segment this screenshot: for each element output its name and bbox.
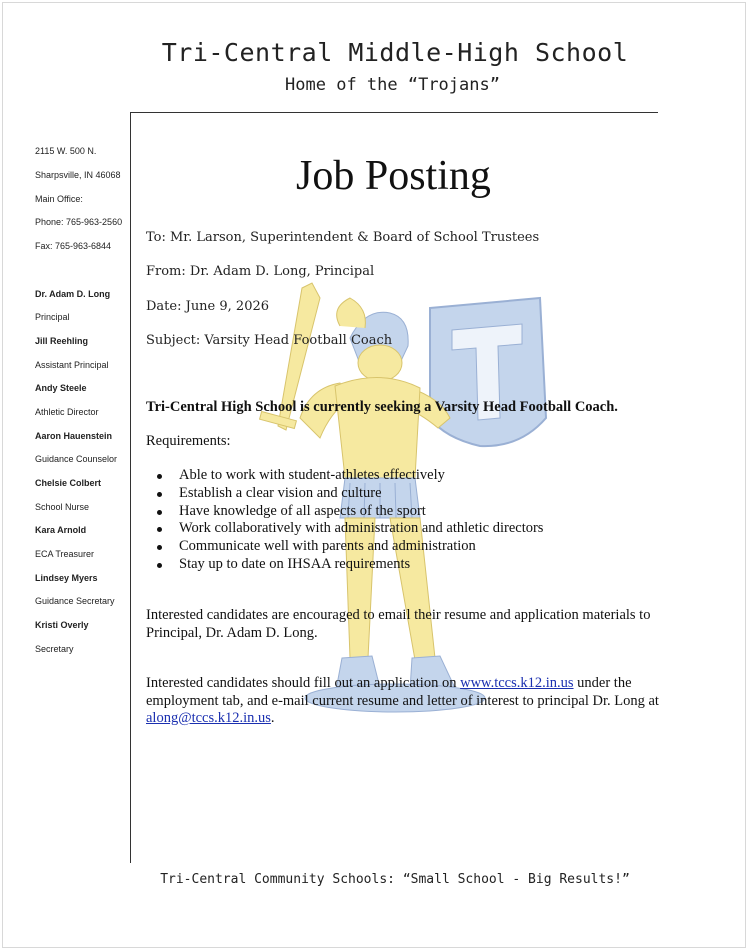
requirement-text: Establish a clear vision and culture <box>179 484 382 501</box>
list-item <box>157 520 543 538</box>
staff-role: Principal <box>35 312 70 322</box>
phone-line: Phone: 765-963-2560 <box>35 217 123 227</box>
staff-role: Guidance Secretary <box>35 596 115 606</box>
contact-text: . <box>270 710 275 726</box>
contact-text: Interested candidates should fill out an application on <box>146 675 461 691</box>
staff-role: School Nurse <box>35 502 90 512</box>
requirement-text: Communicate well with parents and administration <box>179 538 476 555</box>
bullet-icon <box>157 492 162 497</box>
staff-role: Athletic Director <box>35 407 99 417</box>
contact-text: under the employment tab, and e-mail current resume and letter of interest to principal Dr. Long at <box>146 675 659 709</box>
staff-name: Lindsey Myers <box>35 573 98 583</box>
contact-paragraph <box>146 675 666 728</box>
main-office-label: Main Office: <box>35 194 83 204</box>
memo-subject: Subject: Varsity Head Football Coach <box>146 333 393 348</box>
staff-role: Assistant Principal <box>35 360 109 370</box>
list-item <box>157 467 543 485</box>
address-line: 2115 W. 500 N. <box>35 146 97 156</box>
requirements-list <box>157 467 543 574</box>
requirement-text: Stay up to date on IHSAA requirements <box>179 555 411 572</box>
staff-name: Aaron Hauenstein <box>35 431 113 441</box>
sidebar-divider <box>130 112 131 863</box>
list-item <box>157 556 543 574</box>
bullet-icon <box>157 527 162 532</box>
staff-role: Guidance Counselor <box>35 454 118 464</box>
requirement-text: Work collaboratively with administration and athletic directors <box>179 520 544 537</box>
list-item <box>157 538 543 556</box>
header-divider <box>130 112 658 113</box>
staff-name: Jill Reehling <box>35 336 89 346</box>
memo-from: From: Dr. Adam D. Long, Principal <box>146 264 375 279</box>
bullet-icon <box>157 563 162 568</box>
staff-role: ECA Treasurer <box>35 549 95 559</box>
staff-name: Kara Arnold <box>35 525 87 535</box>
website-link[interactable]: www.tccs.k12.in.us <box>460 675 574 691</box>
footer-slogan: Tri-Central Community Schools: “Small School - Big Results!” <box>160 872 630 887</box>
page-title: Job Posting <box>296 153 491 199</box>
list-item <box>157 485 543 503</box>
memo-to: To: Mr. Larson, Superintendent & Board of School Trustees <box>146 230 540 245</box>
city-line: Sharpsville, IN 46068 <box>35 170 121 180</box>
staff-name: Chelsie Colbert <box>35 478 102 488</box>
staff-role: Secretary <box>35 644 74 654</box>
email-link[interactable]: along@tccs.k12.in.us <box>146 710 271 726</box>
list-item <box>157 503 543 521</box>
seeking-statement: Tri-Central High School is currently seeking a Varsity Head Football Coach. <box>146 399 618 415</box>
staff-name: Andy Steele <box>35 383 87 393</box>
requirement-text: Able to work with student-athletes effectively <box>179 467 445 483</box>
application-paragraph: Interested candidates are encouraged to email their resume and application materials to Principal, Dr. Adam D. Long. <box>146 607 651 641</box>
staff-name: Dr. Adam D. Long <box>35 289 111 299</box>
school-name: Tri-Central Middle-High School <box>161 38 629 67</box>
requirement-text: Have knowledge of all aspects of the sport <box>179 502 426 519</box>
fax-line: Fax: 765-963-6844 <box>35 241 112 251</box>
requirements-heading: Requirements: <box>146 433 231 449</box>
school-tagline: Home of the “Trojans” <box>285 75 500 95</box>
bullet-icon <box>157 510 162 515</box>
bullet-icon <box>157 474 162 479</box>
memo-date: Date: June 9, 2026 <box>146 299 270 314</box>
staff-name: Kristi Overly <box>35 620 89 630</box>
bullet-icon <box>157 545 162 550</box>
